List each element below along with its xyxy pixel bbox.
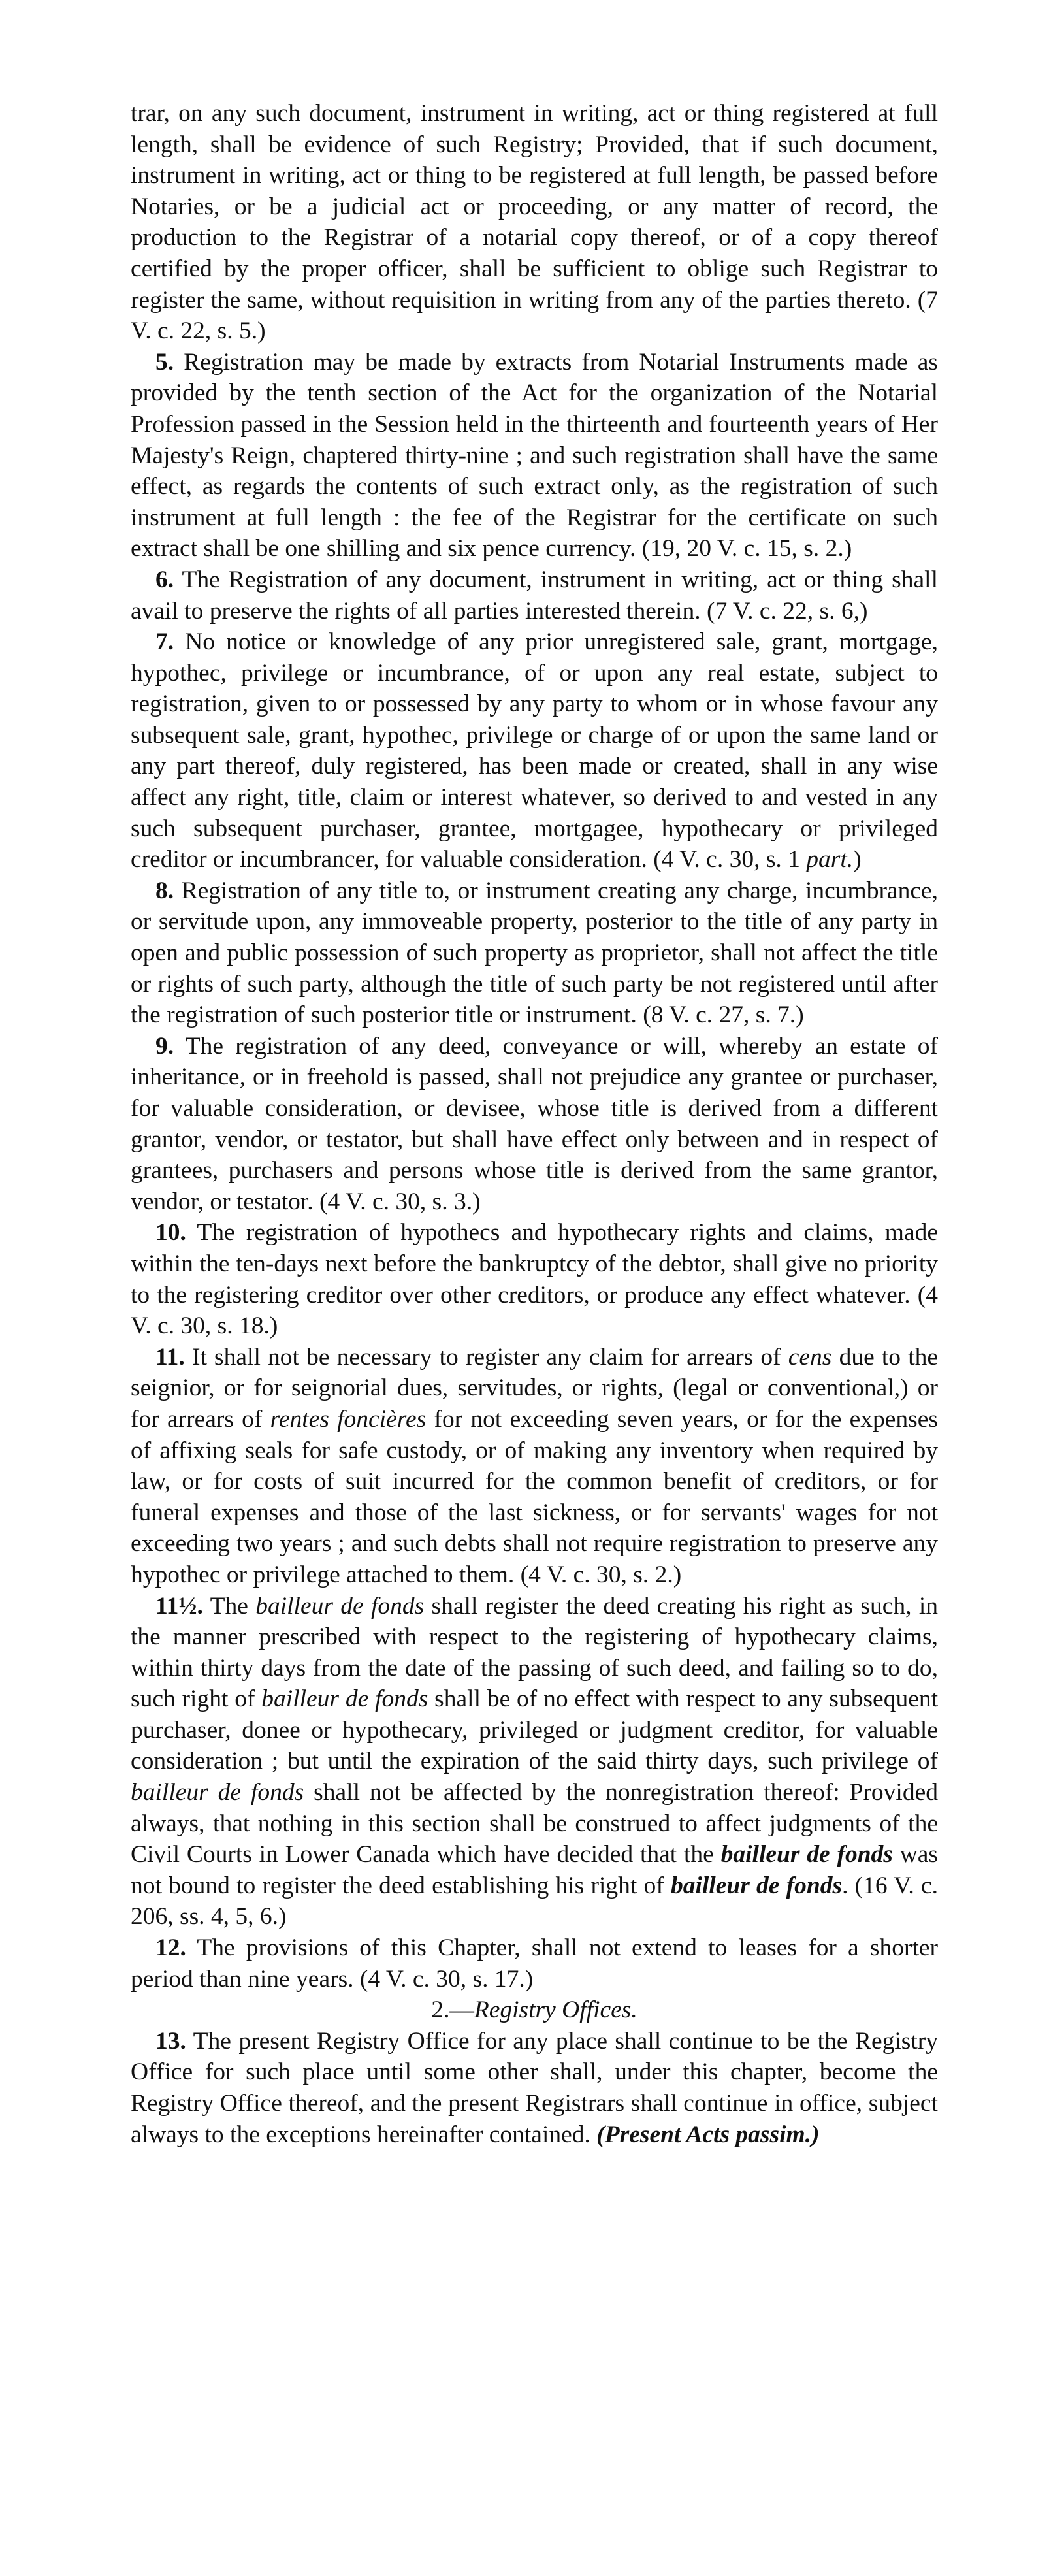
section-text-italic: rentes foncières [270, 1405, 427, 1433]
paragraph-continuation [131, 98, 938, 347]
section-heading [131, 1995, 938, 2026]
continuation-text: trar, on any such document, instrument in writing, act or thing registered at full length, shall be evidence of such Registry; Provided, that if such document, instrument in writing, act or thing to be registered at full length, be passed before Notaries, or be a judicial act or proceeding, or any matter of record, the production to the Registrar of a notarial copy thereof, or of a copy thereof certified by the proper officer, shall be sufficient to oblige such Registrar to register the same, without requisition in writing from any of the parties thereto. (7 V. c. 22, s. 5.) [131, 100, 938, 345]
section-text-italic: part. [806, 846, 854, 873]
section-text: It shall not be necessary to register any claim for arrears of [191, 1343, 781, 1371]
section-13 [131, 2026, 938, 2150]
heading-number: 2.— [431, 1997, 474, 2024]
section-number: 12. [155, 1934, 186, 1962]
section-text: shall not be affected by the nonregistration thereof: Provided always, that nothing in this section shall be construed to affect judgments of the Civil Courts in Lower Canada which have decided that the [131, 1779, 938, 1868]
section-text: shall be of no effect with respect to any subsequent purchaser, donee or hypothecary, privileged or judgment creditor, for valuable consideration ; but until the expiration of the said thirty days, such privilege of [131, 1686, 939, 1775]
section-text-italic: bailleur de fonds [670, 1872, 843, 1899]
section-text-italic: cens [788, 1343, 832, 1371]
section-text: The registration of any deed, conveyance or will, whereby an estate of inheritance, or in freehold is passed, shall not prejudice any grantee or purchaser, for valuable consideration, or devisee, whose title is derived from a different grantor, vendor, or testator, but shall have effect only between and in respect of grantees, purchasers and persons whose title is derived from the same grantor, vendor, or testator. (4 V. c. 30, s. 3.) [131, 1032, 939, 1215]
section-text-close: ) [853, 846, 862, 873]
section-text: No notice or knowledge of any prior unregistered sale, grant, mortgage, hypothec, privilege or incumbrance, of or upon any real estate, subject to registration, given to or possessed by any party to whom or in whose favour any subsequent sale, grant, hypothec, privilege or charge of or upon the same land or any part thereof, duly registered, has been made or created, shall in any wise affect any right, title, claim or interest whatever, so derived to and vested in any such subsequent purchaser, grantee, mortgagee, hypothecary or privileged creditor or incumbrancer, for valuable consideration. (4 V. c. 30, s. 1 [131, 628, 938, 873]
section-6 [131, 564, 938, 627]
section-number: 10. [155, 1219, 186, 1247]
section-number: 9. [155, 1032, 174, 1060]
section-text-italic: bailleur de fonds [261, 1686, 428, 1713]
heading-title: Registry Offices. [474, 1997, 637, 2024]
section-text: was not bound to register the deed establishing his right of [131, 1841, 939, 1899]
section-9 [131, 1031, 938, 1218]
section-number: 8. [155, 877, 174, 904]
section-text: due to the seignior, or for seignorial dues, servitudes, or rights, (legal or conventional,) or for arrears of [131, 1343, 939, 1433]
section-text: The present Registry Office for any place shall continue to be the Registry Office for such place until some other shall, under this chapter, become the Registry Office thereof, and the present Registrars shall continue in office, subject always to the exceptions hereinafter contained. [131, 2027, 939, 2148]
section-text: The [210, 1592, 248, 1620]
section-text: Registration of any title to, or instrument creating any charge, incumbrance, or servitude upon, any immoveable property, posterior to the title of any party in open and public possession of such property as proprietor, shall not affect the title or rights of such party, although the title of such party be not registered until after the registration of such posterior title or instrument. (8 V. c. 27, s. 7.) [131, 877, 938, 1029]
section-10 [131, 1217, 938, 1341]
section-text: Registration may be made by extracts from Notarial Instruments made as provided by the tenth section of the Act for the organization of the Notarial Profession passed in the Session held in the thirteenth and fourteenth years of Her Majesty's Reign, chaptered thirty-nine ; and such registration shall have the same effect, as regards the contents of such extract only, as the registration of such instrument at full length : the fee of the Registrar for the certificate on such extract shall be one shilling and six pence currency. (19, 20 V. c. 15, s. 2.) [131, 348, 938, 562]
section-5 [131, 347, 938, 564]
section-text: The provisions of this Chapter, shall not extend to leases for a shorter period than nine years. (4 V. c. 30, s. 17.) [131, 1934, 938, 1993]
section-11 [131, 1342, 938, 1591]
section-number: 6. [155, 566, 174, 593]
section-text: The registration of hypothecs and hypothecary rights and claims, made within the ten-days next before the bankruptcy of the debtor, shall give no priority to the registering creditor over other creditors, or produce any effect whatever. (4 V. c. 30, s. 18.) [131, 1219, 938, 1340]
section-text-italic: bailleur de fonds [131, 1779, 304, 1806]
section-text: shall register the deed creating his right as such, in the manner prescribed with respect to the registering of hypothecary claims, within thirty days from the date of the passing of such deed, and failing so to do, such right of [131, 1592, 939, 1713]
section-number: 11½. [155, 1592, 203, 1620]
section-7 [131, 627, 938, 875]
section-citation: (Present Acts passim.) [596, 2121, 820, 2148]
section-text: . (16 V. c. 206, ss. 4, 5, 6.) [131, 1872, 939, 1931]
section-11-half [131, 1591, 938, 1933]
section-text: for not exceeding seven years, or for the expenses of affixing seals for safe custody, or of making any inventory when required by law, or for costs of suit incurred for the common benefit of creditors, or for funeral expenses and those of the last sickness, or for servants' wages for not exceeding two years ; and such debts shall not require registration to preserve any hypothec or privilege attached to them. (4 V. c. 30, s. 2.) [131, 1405, 938, 1588]
section-number: 11. [155, 1343, 185, 1371]
section-number: 5. [155, 348, 174, 376]
section-text: The Registration of any document, instrument in writing, act or thing shall avail to preserve the rights of all parties interested therein. (7 V. c. 22, s. 6,) [131, 566, 938, 625]
section-text-italic: bailleur de fonds [720, 1841, 893, 1868]
section-text-italic: bailleur de fonds [255, 1592, 425, 1620]
section-8 [131, 875, 938, 1031]
section-number: 7. [155, 628, 174, 656]
section-12 [131, 1932, 938, 1995]
section-number: 13. [155, 2027, 186, 2055]
text-column [131, 98, 938, 2150]
